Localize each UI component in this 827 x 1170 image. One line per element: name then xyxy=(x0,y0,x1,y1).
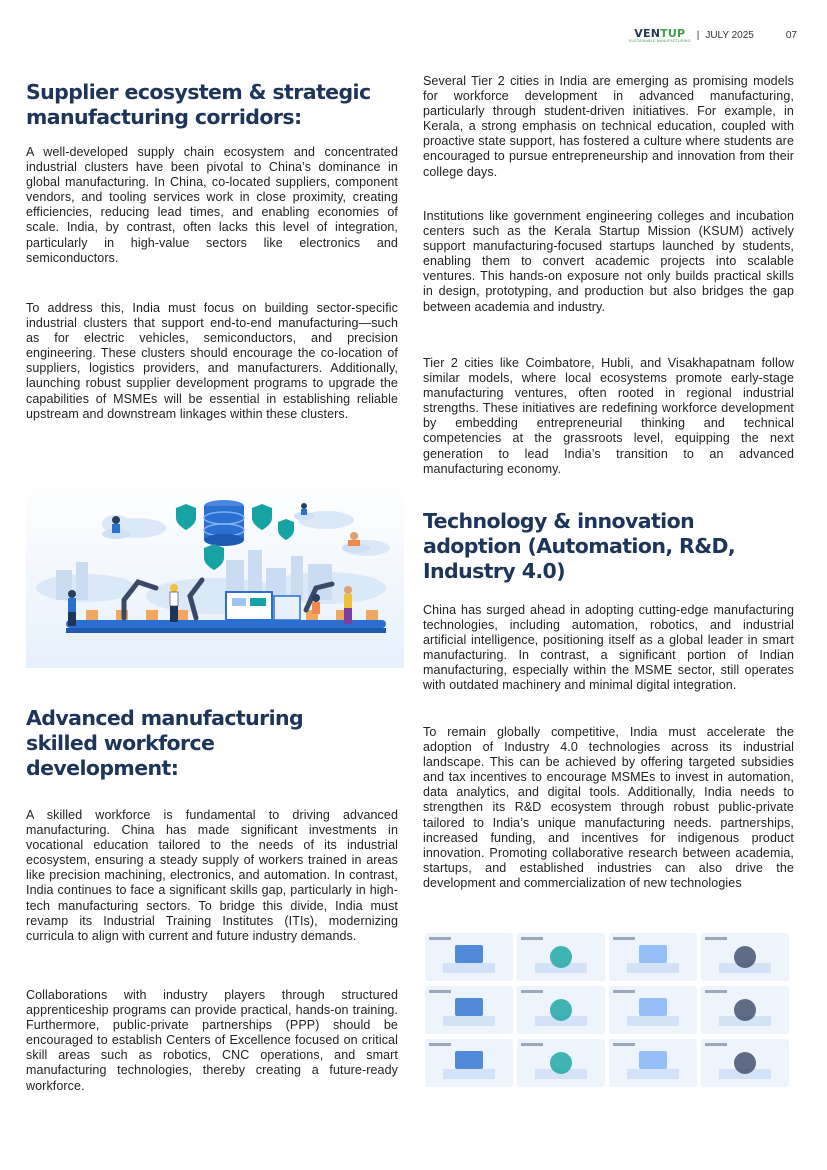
technology-heading: Technology & innovation adoption (Automation, R&D, Industry 4.0) xyxy=(423,509,736,583)
technology-paragraph-1: China has surged ahead in adopting cutting-edge manufacturing technologies, including automation, robotics, and industrial artificial intelligence, positioning itself as a global leader in smart manufacturing. In contrast, a significant portion of Indian manufacturing, especially within the MSME sector, still operates with outdated machinery and minimal digital integration. xyxy=(423,603,794,693)
header-separator: | xyxy=(696,30,700,41)
technology-tile-icon xyxy=(517,1039,605,1087)
control-panel-icon xyxy=(226,592,300,620)
technology-tile-icon xyxy=(425,1039,513,1087)
technology-paragraph-2: To remain globally competitive, India must accelerate the adoption of Industry 4.0 technologies across its industrial landscape. This can be achieved by offering targeted subsidies and tax incentives to encourage MSMEs to invest in automation, data analytics, and digital tools. Additionally, India needs to strengthen its R&D ecosystem through robust public-private tailored to India’s unique manufacturing needs. partnerships, increased funding, and incentives for indigenous product innovation. Promoting collaborative research between academia, startups, and established industries can also drive the development and commercialization of new technologies xyxy=(423,725,794,890)
technology-tile-icon xyxy=(701,1039,789,1087)
workforce-heading: Advanced manufacturing skilled workforce development: xyxy=(26,706,304,780)
technology-tile-icon xyxy=(701,986,789,1034)
industry-4-technology-grid xyxy=(425,933,795,1088)
issue-date: JULY 2025 xyxy=(705,30,754,41)
technology-tile-icon xyxy=(609,933,697,981)
ventup-logo: VENTUP SUSTAINABLE MANUFACTURING xyxy=(628,27,691,43)
technology-tile-icon xyxy=(517,986,605,1034)
workforce-paragraph-1: A skilled workforce is fundamental to driving advanced manufacturing. China has made significant investments in vocational education tailored to the needs of its industrial ecosystem, ensuring a steady supply of workers trained in areas like precision machining, electronics, and automation. In contrast, India continues to face a significant skills gap, particularly in high-tech manufacturing sectors. To bridge this divide, India must revamp its Industrial Training Institutes (ITIs), modernizing curricula to align with current and future industry demands. xyxy=(26,808,398,943)
supplier-heading: Supplier ecosystem & strategic manufacturing corridors: xyxy=(26,80,371,129)
tier2-paragraph-2: Institutions like government engineering colleges and incubation centers such as the Kerala Startup Mission (KSUM) actively support manufacturing-focused startups launched by students, enabling them to convert academic projects into scalable ventures. This hands-on exposure not only builds practical skills in design, prototyping, and production but also bridges the gap between academia and industry. xyxy=(423,209,794,314)
technology-tile-icon xyxy=(425,933,513,981)
page-number: 07 xyxy=(785,30,797,41)
page-header xyxy=(629,28,797,48)
technology-tile-icon xyxy=(609,986,697,1034)
supplier-paragraph-2: To address this, India must focus on building sector-specific industrial clusters that support end-to-end manufacturing—such as for electric vehicles, semiconductors, and precision engineering. These clusters should encourage the co-location of suppliers, logistics providers, and manufacturers. Additionally, launching robust supplier development programs to upgrade the capabilities of MSMEs will be essential in establishing reliable upstream and downstream linkages within these clusters. xyxy=(26,301,398,421)
technology-tile-icon xyxy=(701,933,789,981)
workforce-paragraph-2: Collaborations with industry players through structured apprenticeship programs can provide practical, hands-on training. Furthermore, public-private partnerships (PPP) should be encouraged to establish Centers of Excellence focused on critical skill areas such as robotics, CNC operations, and smart manufacturing technologies, thereby creating a future-ready workforce. xyxy=(26,988,398,1093)
database-icon xyxy=(204,500,244,546)
smart-factory-illustration xyxy=(26,478,404,668)
tier2-paragraph-1: Several Tier 2 cities in India are emerging as promising models for workforce development in advanced manufacturing, particularly through student-driven initiatives. For example, in Kerala, a strong emphasis on technical education, coupled with proactive state support, has fostered a culture where students are encouraged to pursue entrepreneurship and innovation from their college days. xyxy=(423,74,794,179)
technology-tile-icon xyxy=(425,986,513,1034)
technology-tile-icon xyxy=(609,1039,697,1087)
tier2-paragraph-3: Tier 2 cities like Coimbatore, Hubli, and Visakhapatnam follow similar models, where local ecosystems promote early-stage manufacturing ventures, often rooted in regional industrial strengths. These initiatives are redefining workforce development by embedding entrepreneurial thinking and technical competencies at the grassroots level, equipping the next generation to lead India’s transition to an advanced manufacturing economy. xyxy=(423,356,794,476)
supplier-paragraph-1: A well-developed supply chain ecosystem and concentrated industrial clusters have been pivotal to China’s dominance in global manufacturing. In China, co-located suppliers, component vendors, and tooling services work in close proximity, creating efficiencies, reducing lead times, and enabling economies of scale. India, by contrast, often lacks this level of integration, particularly in high-value sectors like electronics and semiconductors. xyxy=(26,145,398,265)
technology-tile-icon xyxy=(517,933,605,981)
